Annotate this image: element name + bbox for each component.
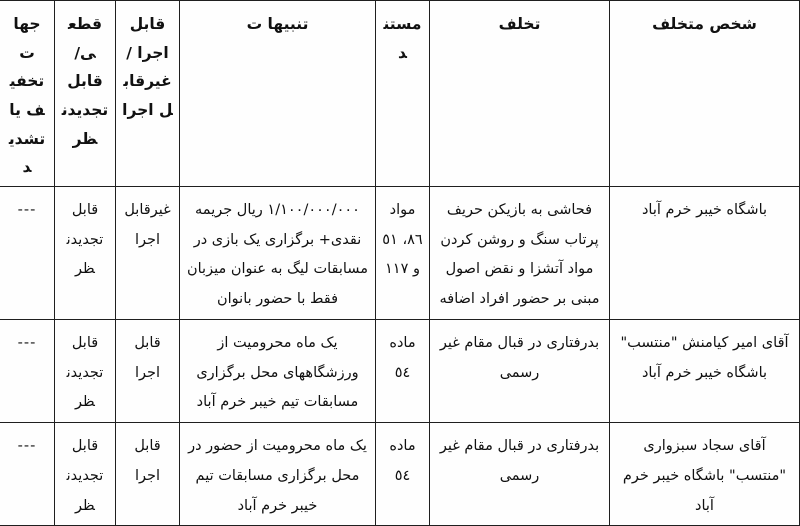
cell-violation: فحاشی به بازیکن حریف پرتاب سنگ و روشن کردن مواد آتشزا و نقض اصول مبنی بر حضور افراد اضافه [430, 187, 610, 320]
header-document: مستند [376, 1, 430, 187]
header-enforceable: قابل اجرا /غيرقابل اجرا [116, 1, 180, 187]
cell-penalty: یک ماه محرومیت از ورزشگاههای محل برگزاری مسابقات تیم خیبر خرم آباد [180, 319, 376, 422]
header-offender: شخص متخلف [610, 1, 800, 187]
table-row [0, 187, 800, 320]
cell-enforceable: قابل اجرا [116, 319, 180, 422]
cell-final-status: قابل تجدیدنظر [55, 423, 116, 526]
cell-factors: --- [0, 319, 55, 422]
cell-enforceable: قابل اجرا [116, 423, 180, 526]
cell-final-status: قابل تجدیدنظر [55, 319, 116, 422]
header-violation: تخلف [430, 1, 610, 187]
cell-offender: باشگاه خیبر خرم آباد [610, 187, 800, 320]
header-final-status: قطعی/قابل تجدیدنظر [55, 1, 116, 187]
cell-factors: --- [0, 423, 55, 526]
table-header-row [0, 1, 800, 187]
table-row [0, 319, 800, 422]
cell-penalty: ١/١٠٠/٠٠٠/٠٠٠ ریال جریمه نقدی+ برگزاری یک بازی در مسابقات لیگ به عنوان میزبان فقط با حضور بانوان [180, 187, 376, 320]
cell-violation: بدرفتاری در قبال مقام غیر رسمی [430, 423, 610, 526]
header-penalty: تنبيها ت [180, 1, 376, 187]
cell-final-status: قابل تجدیدنظر [55, 187, 116, 320]
table-row [0, 423, 800, 526]
header-factors: جهات تخفیف یا تشدید [0, 1, 55, 187]
cell-penalty: یک ماه محرومیت از حضور در محل برگزاری مسابقات تیم خیبر خرم آباد [180, 423, 376, 526]
cell-document: ماده ٥٤ [376, 423, 430, 526]
cell-factors: --- [0, 187, 55, 320]
cell-document: مواد ٨٦، ٥١ و ١١٧ [376, 187, 430, 320]
cell-offender: آقای امیر کیامنش "منتسب" باشگاه خیبر خرم آباد [610, 319, 800, 422]
cell-document: ماده ٥٤ [376, 319, 430, 422]
cell-offender: آقای سجاد سبزواری "منتسب" باشگاه خیبر خرم آباد [610, 423, 800, 526]
cell-enforceable: غیرقابل اجرا [116, 187, 180, 320]
cell-violation: بدرفتاری در قبال مقام غیر رسمی [430, 319, 610, 422]
